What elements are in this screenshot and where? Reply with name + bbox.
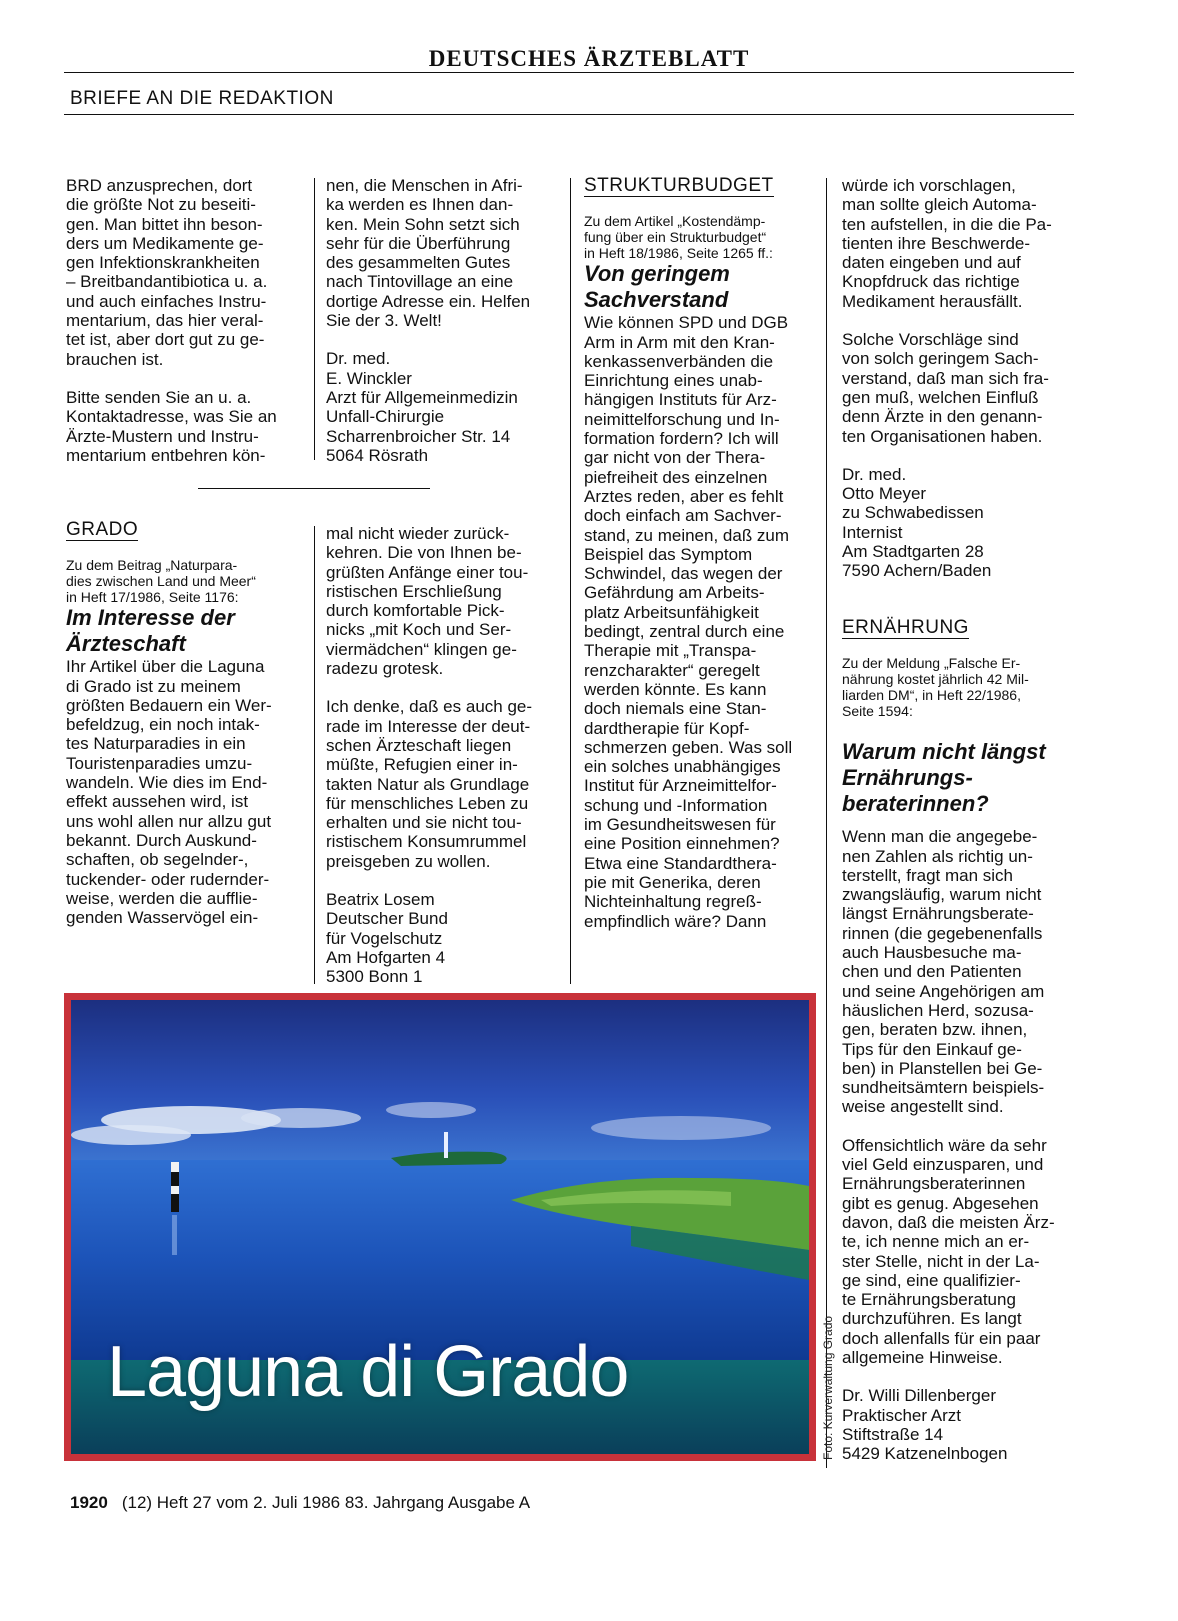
column-divider bbox=[314, 526, 315, 984]
section-heading: BRIEFE AN DIE REDAKTION bbox=[70, 88, 334, 109]
lagoon-photo bbox=[64, 993, 816, 1461]
masthead-rule bbox=[64, 72, 1074, 73]
issue-info: (12) Heft 27 vom 2. Juli 1986 83. Jahrgang Ausgabe A bbox=[121, 1493, 531, 1512]
section-rule bbox=[64, 114, 1074, 115]
letter-continuation-col1 bbox=[66, 176, 300, 465]
signature: Beatrix Losem Deutscher Bund für Vogelschutz Am Hofgarten 4 5300 Bonn 1 bbox=[326, 890, 448, 987]
article-reference: Zu der Meldung „Falsche Er- nährung kostet jährlich 42 Mil- liarden DM“, in Heft 22/1986, Seite 1594: bbox=[842, 655, 1029, 720]
paragraph: Ihr Artikel über die Laguna di Grado ist zu meinem größten Bedauern ein Wer- befeldzug, ein noch intak- tes Naturparadies in ein Touristenparadies umzu- wandeln. Wie dies im End- effekt aussehen wird, ist uns wohl allen nur allzu gut bekannt. Durch Auskund- schaften, ob segelnder-, tuckender- oder rudernder- weise, werden die aufflie- genden Wasservögel ein- bbox=[66, 657, 272, 928]
article-grado-continued bbox=[326, 524, 558, 987]
article-strukturbudget bbox=[584, 176, 816, 931]
signature: Dr. med. E. Winckler Arzt für Allgemeinmedizin Unfall-Chirurgie Scharrenbroicher Str. 14 5064 Rösrath bbox=[326, 349, 518, 465]
article-headline: Im Interesse der Ärzteschaft bbox=[66, 605, 235, 657]
photo-caption: Laguna di Grado bbox=[107, 1332, 629, 1412]
column-divider bbox=[570, 178, 571, 984]
paragraph: mal nicht wieder zurück- kehren. Die von Ihnen be- grüßten Anfänge einer tou- ristischen Erschließung durch komfortable Pick- nicks „mit Koch und Ser- viermädchen“ klingen ge- radezu grotesk. bbox=[326, 524, 529, 679]
photo-image bbox=[71, 1000, 809, 1454]
signature: Dr. med. Otto Meyer zu Schwabedissen Internist Am Stadtgarten 28 7590 Achern/Baden bbox=[842, 464, 992, 581]
column-divider bbox=[314, 178, 315, 460]
paragraph: Ich denke, daß es auch ge- rade im Interesse der deut- schen Ärzteschaft liegen müßte, Refugien einer in- takten Natur als Grundlage für menschliches Leben zu erhalten und sie nicht tou- ristischem Konsumrummel preisgeben zu wollen. bbox=[326, 697, 533, 871]
paragraph: Wie können SPD und DGB Arm in Arm mit den Kran- kenkassenverbänden die Einrichtung eines unab- hängigen Instituts für Arz- neimittelforschung und In- formation fordern? Ich will gar nicht von der Thera- piefreiheit des einzelnen Arztes reden, aber es fehlt doch einfach am Sachver- stand, zu meinen, daß zum Beispiel das Symptom Schwindel, das wegen der Gefährdung am Arbeits- platz Arbeitsunfähigkeit bedingt, zentral durch eine Therapie mit „Transpa- renzcharakter“ geregelt werden könnte. Es kann doch niemals eine Stan- dardtherapie für Kopf- schmerzen geben. Was soll ein solches unabhängiges Institut für Arzneimittelfor- schung und -Information im Gesundheitswesen für eine Position einnehmen? Etwa eine Standardthera- pie mit Generika, deren Nichteinhaltung regreß- empfindlich wäre? Dann bbox=[584, 313, 793, 931]
article-headline: Von geringem Sachverstand bbox=[584, 261, 730, 313]
paragraph: würde ich vorschlagen, man sollte gleich Automa- ten aufstellen, in die die Pa- tienten ihre Beschwerde- daten eingeben und auf Knopfdruck das richtige Medikament herausfällt. bbox=[842, 176, 1052, 311]
letter-continuation-col2 bbox=[326, 176, 558, 465]
masthead: DEUTSCHES ÄRZTEBLATT bbox=[428, 46, 750, 71]
article-ernaehrung bbox=[842, 618, 1072, 1464]
article-separator bbox=[198, 488, 430, 489]
topic-label: GRADO bbox=[66, 519, 139, 540]
article-headline: Warum nicht längst Ernährungs- beraterinnen? bbox=[842, 739, 1046, 817]
article-grado bbox=[66, 520, 300, 927]
page-number: 1920 bbox=[70, 1493, 108, 1512]
paragraph: BRD anzusprechen, dort die größte Not zu beseiti- gen. Man bittet ihn beson- ders um Medikamente ge- gen Infektionskrankheiten – Breitbandantibiotica u. a. und auch einfaches Instru- mentarium, das hier veral- tet ist, aber dort gut zu ge- brauchen ist. bbox=[66, 176, 268, 369]
paragraph: nen, die Menschen in Afri- ka werden es Ihnen dan- ken. Mein Sohn setzt sich sehr für die Überführung des gesammelten Gutes nach Tintovillage an eine dortige Adresse ein. Helfen Sie der 3. Welt! bbox=[326, 176, 531, 331]
article-reference: Zu dem Artikel „Kostendämp- fung über ein Strukturbudget“ in Heft 18/1986, Seite 1265 ff.: bbox=[584, 213, 773, 262]
photo-credit: Foto: Kurverwaltung Grado bbox=[821, 1315, 835, 1460]
column-divider bbox=[826, 178, 827, 1468]
paragraph: Bitte senden Sie an u. a. Kontaktadresse, was Sie an Ärzte-Mustern und Instru- mentarium entbehren kön- bbox=[66, 387, 277, 465]
topic-label: STRUKTURBUDGET bbox=[584, 175, 774, 196]
topic-label: ERNÄHRUNG bbox=[842, 617, 969, 638]
signature: Dr. Willi Dillenberger Praktischer Arzt Stiftstraße 14 5429 Katzenelnbogen bbox=[842, 1386, 1008, 1464]
page-footer bbox=[70, 1493, 530, 1513]
paragraph: Solche Vorschläge sind von solch geringem Sach- verstand, daß man sich fra- gen muß, welchen Einfluß denn Ärzte in den genann- ten Organisationen haben. bbox=[842, 330, 1049, 446]
paragraph: Offensichtlich wäre da sehr viel Geld einzusparen, und Ernährungsberaterinnen gibt es genug. Abgesehen davon, daß die meisten Ärz- te, ich nenne mich an er- ster Stelle, nicht in der La- ge sind, eine qualifizier- te Ernährungsberatung durchzuführen. Es langt doch allenfalls für ein paar allgemeine Hinweise. bbox=[842, 1135, 1055, 1368]
paragraph: Wenn man die angegebe- nen Zahlen als richtig un- terstellt, fragt man sich zwangsläufig, warum nicht längst Ernährungsberate- rinnen (die gegebenenfalls auch Hausbesuche ma- chen und den Patienten und seine Angehörigen am häuslichen Herd, sozusa- gen, beraten bzw. ihnen, Tips für den Einkauf ge- ben) in Planstellen bei Ge- sundheitsämtern beispiels- weise angestellt sind. bbox=[842, 827, 1045, 1117]
article-reference: Zu dem Beitrag „Naturpara- dies zwischen Land und Meer“ in Heft 17/1986, Seite 1176: bbox=[66, 557, 256, 606]
article-strukturbudget-continued bbox=[842, 176, 1072, 581]
